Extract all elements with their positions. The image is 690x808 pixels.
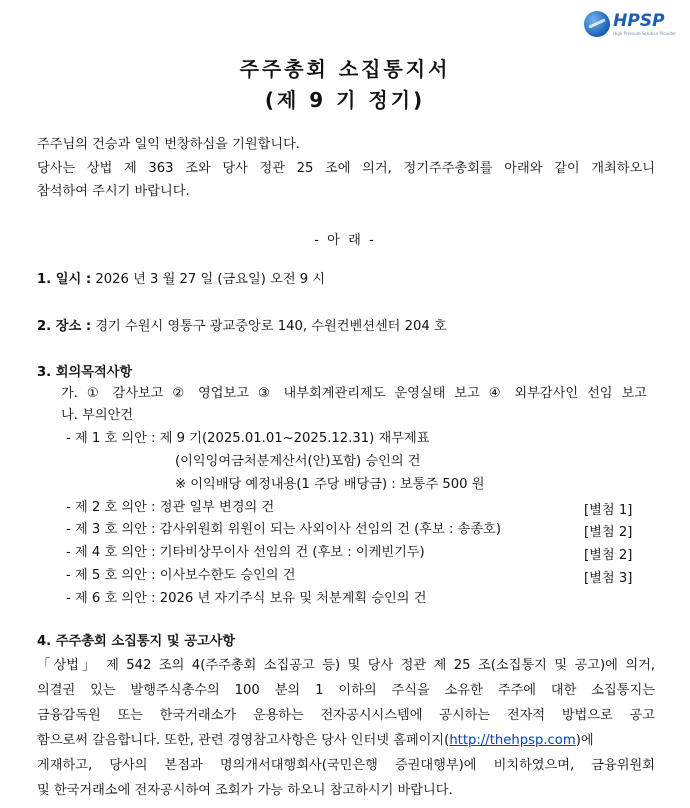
attachment-tag: [별첨 2] — [584, 525, 633, 540]
section-date-value: 2026 년 3 월 27 일 (금요일) 오전 9 시 — [91, 272, 326, 287]
greeting-line-3: 참석하여 주시기 바랍니다. — [37, 184, 190, 199]
section-notice-heading: 4. 주주총회 소집통지 및 공고사항 — [37, 634, 236, 649]
agenda-item: ※ 이익배당 예정내용(1 주당 배당금) : 보통주 500 원 — [175, 477, 485, 492]
section-date — [37, 271, 325, 288]
agenda-reports: 가. ① 감사보고 ② 영업보고 ③ 내부회계관리제도 운영실태 보고 ④ 외부감사인 선임 보고 — [61, 386, 647, 401]
notice-line: 게재하고, 당사의 본점과 명의개서대행회사(국민은행 증권대행부)에 비치하였으며, 금융위원회 — [37, 758, 655, 773]
notice-line: 및 한국거래소에 전자공시하여 조회가 가능 하오니 참고하시기 바랍니다. — [37, 783, 453, 798]
section-date-label: 1. 일시 : — [37, 272, 92, 287]
section-place-value: 경기 수원시 영통구 광교중앙로 140, 수원컨벤션센터 204 호 — [91, 319, 447, 334]
section-place-label: 2. 장소 : — [37, 319, 92, 334]
page-title: 주주총회 소집통지서 — [239, 57, 451, 81]
section-agenda-heading: 3. 회의목적사항 — [37, 365, 133, 380]
notice-line: 금융감독원 또는 한국거래소가 운용하는 전자공시시스템에 공시하는 전자적 방법으로 공고 — [37, 708, 655, 723]
greeting-line-2: 당사는 상법 제 363 조와 당사 정관 25 조에 의거, 정기주주총회를 아래와 같이 개최하오니 — [37, 161, 655, 176]
agenda-item: - 제 6 호 의안 : 2026 년 자기주식 보유 및 처분계획 승인의 건 — [66, 591, 427, 606]
attachment-tag: [별첨 1] — [584, 503, 633, 518]
globe-icon — [584, 11, 610, 37]
agenda-item: - 제 4 호 의안 : 기타비상무이사 선임의 건 (후보 : 이케빈기두) — [66, 545, 425, 560]
agenda-item: (이익잉여금처분계산서(안)포함) 승인의 건 — [175, 454, 421, 469]
attachment-tag: [별첨 3] — [584, 571, 633, 586]
logo-name: HPSP — [613, 11, 665, 31]
agenda-item: - 제 1 호 의안 : 제 9 기(2025.01.01~2025.12.31) 재무제표 — [66, 431, 430, 446]
page-subtitle: (제 9 기 정기) — [264, 88, 426, 112]
logo-tagline: High Pressure Solution Provider — [613, 31, 676, 36]
agenda-item: - 제 5 호 의안 : 이사보수한도 승인의 건 — [66, 568, 296, 583]
attachment-tag: [별첨 2] — [584, 548, 633, 563]
company-logo — [584, 11, 676, 37]
agenda-items-heading: 나. 부의안건 — [61, 408, 134, 423]
homepage-link[interactable]: http://thehpsp.com — [449, 733, 576, 748]
agenda-item: - 제 2 호 의안 : 정관 일부 변경의 건 — [66, 500, 275, 515]
notice-line: 의결권 있는 발행주식총수의 100 분의 1 이하의 주식을 소유한 주주에 대한 소집통지는 — [37, 683, 655, 698]
agenda-item: - 제 3 호 의안 : 감사위원회 위원이 되는 사외이사 선임의 건 (후보 : 송종호) — [66, 522, 501, 537]
greeting-line-1: 주주님의 건승과 일익 번창하심을 기원합니다. — [37, 137, 301, 152]
section-place — [37, 318, 447, 335]
notice-line: 함으로써 갈음합니다. 또한, 관련 경영참고사항은 당사 인터넷 홈페이지(http://thehpsp.com)에 — [37, 733, 594, 748]
notice-line: 「상법」 제 542 조의 4(주주총회 소집공고 등) 및 당사 정관 제 25 조(소집통지 및 공고)에 의거, — [37, 658, 655, 673]
below-heading: - 아 래 - — [314, 233, 376, 248]
